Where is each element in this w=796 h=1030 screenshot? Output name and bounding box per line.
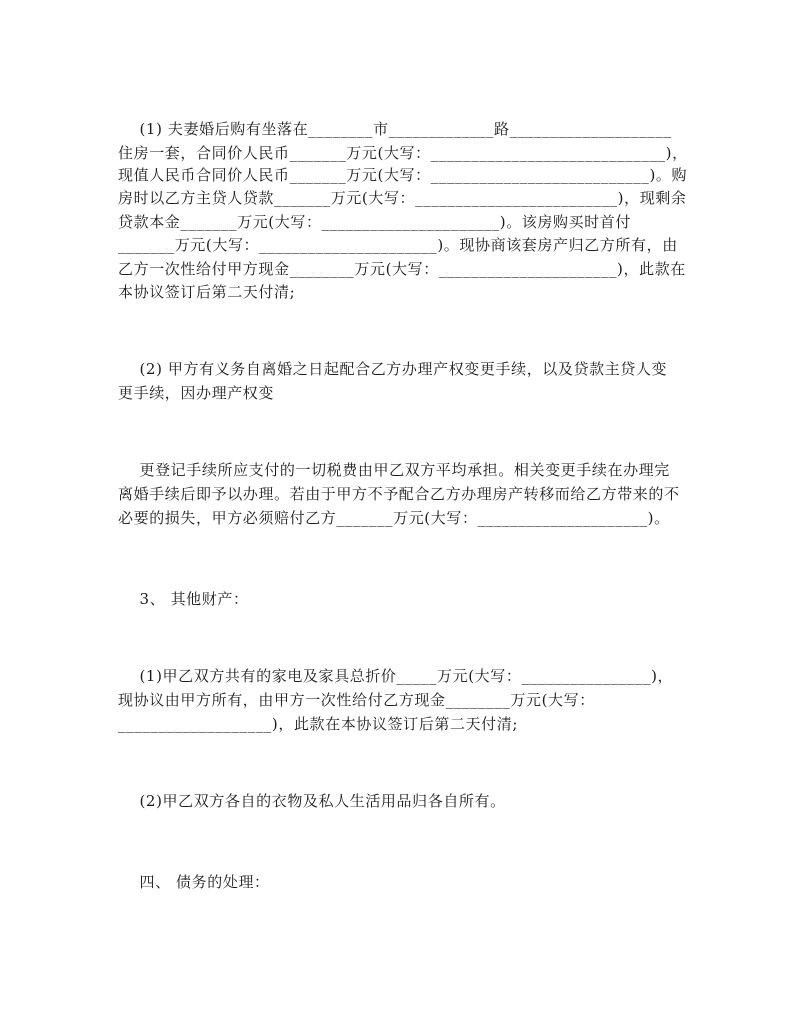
text-line: (1) 夫妻婚后购有坐落在________市_____________路____________________ bbox=[118, 120, 672, 138]
section-heading-debts: 四、 债务的处理： bbox=[118, 873, 270, 891]
text-line: 本协议签订后第二天付清; bbox=[118, 283, 296, 301]
text-line: 现协议由甲方所有，由甲方一次性给付乙方现金________万元(大写： bbox=[118, 691, 595, 709]
text-line: 更登记手续所应支付的一切税费由甲乙双方平均承担。相关变更手续在办理完 bbox=[118, 461, 670, 479]
text-line: 乙方一次性给付甲方现金________万元(大写：______________________)，此款在 bbox=[118, 260, 686, 278]
text-line: 现值人民币合同价人民币_______万元(大写：___________________________)。购 bbox=[118, 166, 688, 184]
text-line: ___________________)，此款在本协议签订后第二天付清; bbox=[118, 715, 519, 733]
text-line: 贷款本金_______万元(大写：______________________)。该房购买时首付 bbox=[118, 213, 632, 231]
text-line: 离婚手续后即予以办理。若由于甲方不予配合乙方办理房产转移而给乙方带来的不 bbox=[118, 485, 680, 503]
text-line: 更手续，因办理产权变 bbox=[118, 384, 275, 402]
section-heading-other-property: 3、 其他财产： bbox=[118, 590, 249, 608]
text-line: (2) 甲方有义务自离婚之日起配合乙方办理产权变更手续，以及贷款主贷人变 bbox=[118, 360, 668, 378]
text-line: (1)甲乙双方共有的家电及家具总折价_____万元(大写：________________)， bbox=[118, 667, 674, 685]
text-line: 住房一套，合同价人民币_______万元(大写：_____________________________)， bbox=[118, 144, 688, 162]
text-line: _______万元(大写：______________________)。现协商该套房产归乙方所有，由 bbox=[118, 236, 678, 254]
text-line: 必要的损失，甲方必须赔付乙方_______万元(大写：_____________________)。 bbox=[118, 509, 670, 527]
text-line: 房时以乙方主贷人贷款_______万元(大写：_________________________)，现剩余 bbox=[118, 189, 687, 207]
text-line: (2)甲乙双方各自的衣物及私人生活用品归各自所有。 bbox=[118, 792, 506, 810]
